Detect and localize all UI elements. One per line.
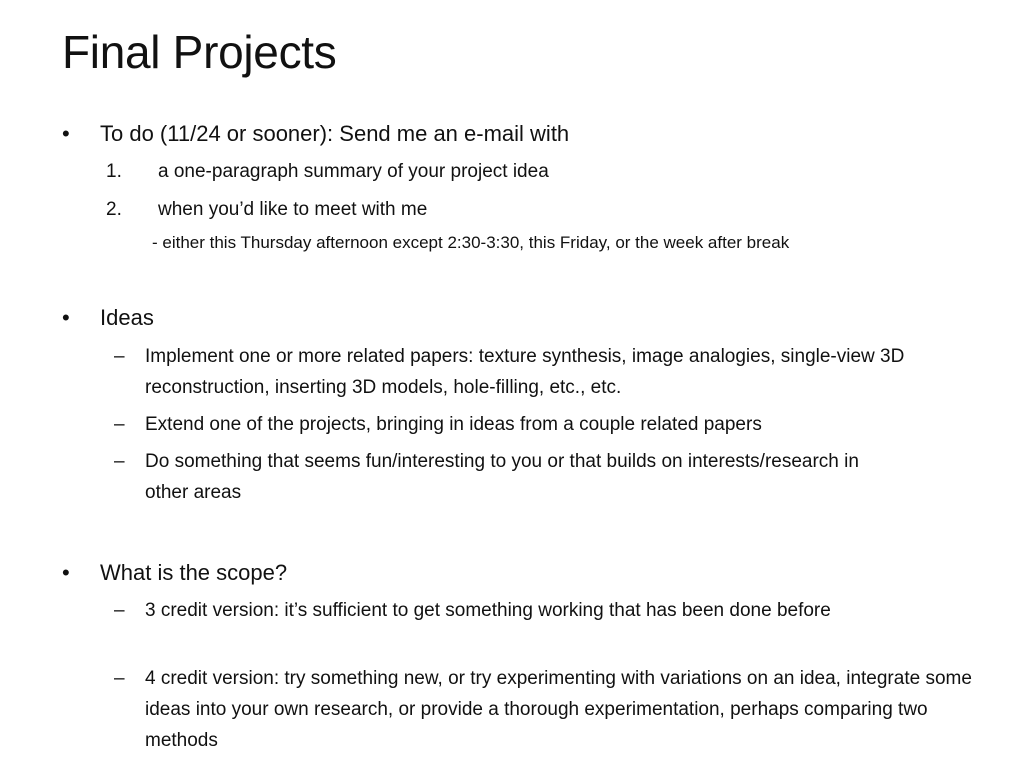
scope-3-credit: 3 credit version: it’s sufficient to get something working that has been done before xyxy=(145,600,831,621)
list-item-summary: a one-paragraph summary of your project idea xyxy=(158,161,549,182)
bullet-scope: What is the scope? xyxy=(100,560,288,585)
dash-marker: – xyxy=(114,668,125,689)
bullet-dot: • xyxy=(62,560,70,585)
bullet-dot: • xyxy=(62,121,70,146)
idea-extend-project: Extend one of the projects, bringing in ideas from a couple related papers xyxy=(145,414,762,435)
list-number: 2. xyxy=(106,199,122,220)
bullet-ideas: Ideas xyxy=(100,305,154,330)
meeting-note: - either this Thursday afternoon except 2:30-3:30, this Friday, or the week after break xyxy=(152,233,790,252)
bullet-dot: • xyxy=(62,305,70,330)
idea-implement-papers: Implement one or more related papers: texture synthesis, image analogies, single-view 3D reconstruction, inserting 3D models, hole-filling, etc., etc. xyxy=(145,346,905,398)
dash-marker: – xyxy=(114,414,125,435)
dash-marker: – xyxy=(114,346,125,367)
dash-marker: – xyxy=(114,451,125,472)
dash-marker: – xyxy=(114,600,125,621)
idea-fun-project: Do something that seems fun/interesting to you or that builds on interests/research in other areas xyxy=(145,451,859,503)
list-number: 1. xyxy=(106,161,122,182)
slide-title: Final Projects xyxy=(62,26,337,78)
bullet-todo: To do (11/24 or sooner): Send me an e-mail with xyxy=(100,121,570,146)
scope-4-credit: 4 credit version: try something new, or try experimenting with variations on an idea, integrate some ideas into your own research, or provide a thorough experimentation, perhaps comparing two methods xyxy=(145,668,972,751)
list-item-meet: when you’d like to meet with me xyxy=(158,199,428,220)
